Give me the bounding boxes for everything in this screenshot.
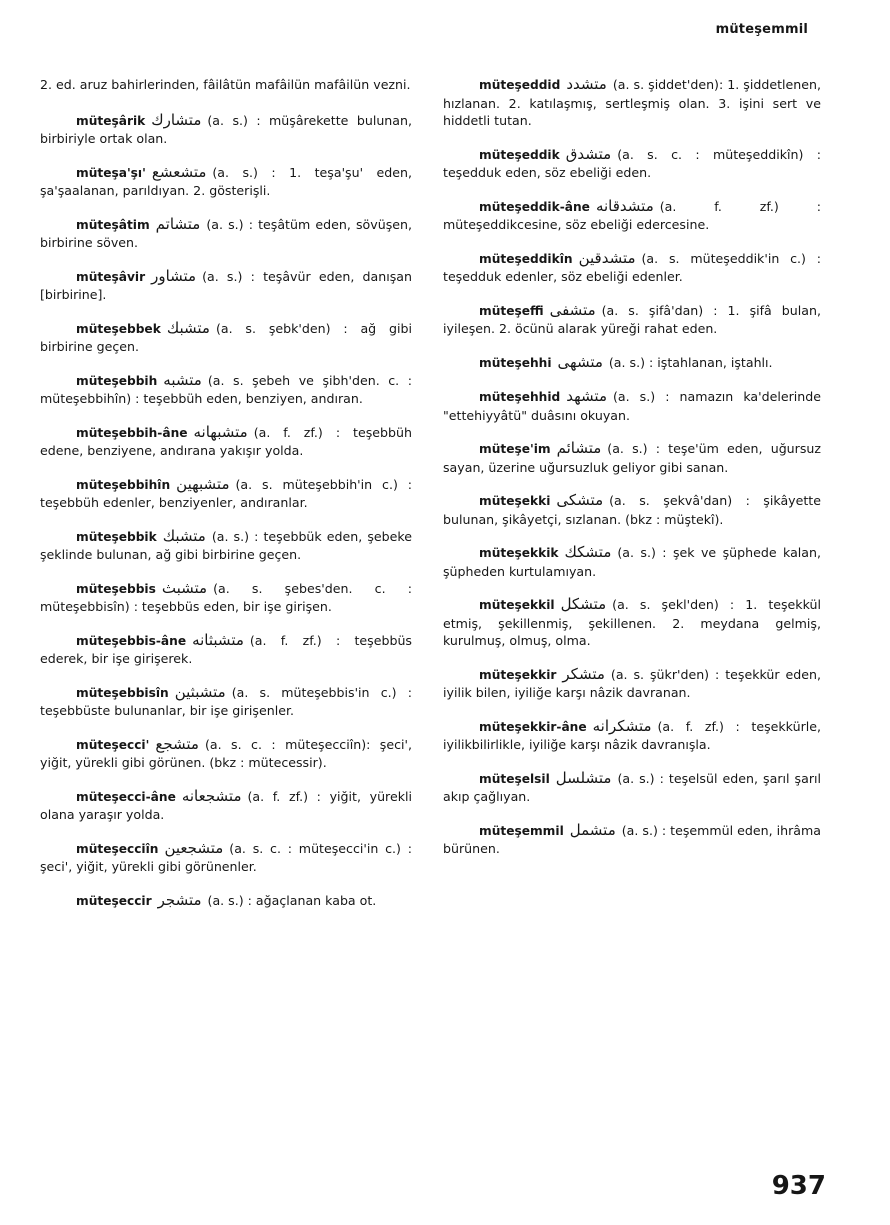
entry-text: (a. s. müteşebbis'in c.) : teşebbüste bulunanlar, bir işe girişenler. xyxy=(40,684,412,718)
headword: müteşebbis xyxy=(76,581,156,596)
arabic-script: متشدقانه xyxy=(595,196,654,215)
arabic-script: متشاتم xyxy=(155,214,201,233)
headword: müteşebbisîn xyxy=(76,685,169,700)
entry-text: (a. f. zf.) : müteşeddikcesine, söz ebeliği edercesine. xyxy=(443,198,821,232)
entry-text: (a. s.) : 1. teşa'şu' eden, şa'şaalanan, parıldıyan. 2. gösterişli. xyxy=(40,164,412,198)
dictionary-entry xyxy=(443,718,821,754)
arabic-script: متشبهين xyxy=(176,474,230,493)
entry-text: 2. ed. aruz bahirlerinden, fâilâtün mafâilün mafâilün vezni. xyxy=(40,77,411,92)
entry-text: (a. s.) : şek ve şüphede kalan, şüpheden kurtulamıyan. xyxy=(443,545,821,579)
headword: müteşecci' xyxy=(76,737,150,752)
arabic-script: متشكك xyxy=(564,543,612,561)
entry-text: (a. s. c. : müteşeddikîn) : teşedduk eden, söz ebeliği eden. xyxy=(443,146,821,180)
headword: müteşebbihîn xyxy=(76,477,171,492)
arabic-script: متشكرانه xyxy=(592,716,652,735)
dictionary-entry xyxy=(40,580,412,616)
dictionary-entry xyxy=(443,492,821,528)
headword: müteşâvir xyxy=(76,269,146,284)
arabic-script: متشبك xyxy=(166,318,210,337)
dictionary-entry xyxy=(40,788,412,824)
dictionary-entry xyxy=(443,76,821,130)
headword: müteşebbih xyxy=(76,373,158,388)
headword: müteşecciîn xyxy=(76,841,159,856)
arabic-script: متشارك xyxy=(151,110,202,129)
headword: müteşehhid xyxy=(479,390,561,404)
headword: müteşecci-âne xyxy=(76,789,176,804)
arabic-script: متشكل xyxy=(560,595,607,613)
headword: müteşekkik xyxy=(479,546,559,560)
page-number: 937 xyxy=(771,1171,826,1201)
dictionary-entry xyxy=(443,770,821,806)
dictionary-entry xyxy=(40,76,412,94)
dictionary-entry xyxy=(40,164,412,200)
arabic-script: متشبهانه xyxy=(193,422,248,441)
headword: müteşeddid xyxy=(479,78,561,92)
entry-text: (a. s.) : teşebbük eden, şebeke şeklinde bulunan, ağ gibi birbirine geçen. xyxy=(40,528,412,562)
entry-text: (a. s.) : teşâtüm eden, sövüşen, birbirine söven. xyxy=(40,216,412,250)
arabic-script: متشبك xyxy=(162,526,206,545)
dictionary-entry xyxy=(443,146,821,182)
entry-text: (a. s.) : ağaçlanan kaba ot. xyxy=(207,892,377,908)
dictionary-entry xyxy=(40,840,412,876)
dictionary-entry xyxy=(40,372,412,408)
entry-text: (a. s. şükr'den) : teşekkür eden, iyilik bilen, iyiliğe karşı nâzik davranan. xyxy=(443,666,821,700)
arabic-script: متشبثانه xyxy=(192,630,244,649)
dictionary-entry xyxy=(443,302,821,338)
arabic-script: متشائم xyxy=(556,439,602,457)
headword: müteşeccir xyxy=(76,893,152,908)
headword: müteşekkir xyxy=(479,667,557,682)
headword: müteşeddik xyxy=(479,147,560,162)
entry-text: (a. f. zf.) : yiğit, yürekli olana yaraşır yolda. xyxy=(40,788,412,822)
entry-text: (a. s.) : teşelsül eden, şarıl şarıl akıp çağlıyan. xyxy=(443,770,821,804)
dictionary-entry xyxy=(443,596,821,650)
dictionary-entry xyxy=(40,216,412,252)
dictionary-entry xyxy=(40,320,412,356)
entry-text: (a. s.) : iştahlanan, iştahlı. xyxy=(608,354,773,370)
entry-text: (a. s. c. : müteşecciîn): şeci', yiğit, yürekli gibi görünen. (bkz : mütecessir). xyxy=(40,736,412,770)
entry-text: (a. s. şebeh ve şibh'den. c. : müteşebbihîn) : teşebbüh eden, benziyen, andıran. xyxy=(40,372,412,406)
headword: müteşebbis-âne xyxy=(76,633,187,648)
headword: müteşebbek xyxy=(76,321,161,336)
dictionary-entry xyxy=(40,632,412,668)
entry-text: (a. s. müteşebbih'in c.) : teşebbüh edenler, benziyenler, andıranlar. xyxy=(40,476,412,510)
entry-text: (a. s. şifâ'dan) : 1. şifâ bulan, iyileşen. 2. öcünü alarak yüreği rahat eden. xyxy=(443,302,821,336)
dictionary-entry xyxy=(443,198,821,234)
headword: müteşehhi xyxy=(479,355,552,370)
entry-text: (a. s. şiddet'den): 1. şiddetlenen, hızlanan. 2. katılaşmış, sertleşmiş olan. 3. işini sert ve hiddetli tutan. xyxy=(443,77,821,128)
headword: müteşârik xyxy=(76,113,146,128)
right-column xyxy=(443,76,821,874)
arabic-script: متشجع xyxy=(155,734,199,753)
arabic-script: متشهى xyxy=(557,352,603,371)
dictionary-entry xyxy=(443,250,821,286)
arabic-script: متشهد xyxy=(566,387,607,405)
dictionary-entry xyxy=(40,268,412,304)
entry-text: (a. f. zf.) : teşekkürle, iyilikbilirlikle, iyiliğe karşı nâzik davranışla. xyxy=(443,718,821,752)
headword: müteşâtim xyxy=(76,217,150,232)
arabic-script: متشجعين xyxy=(164,838,224,857)
left-column xyxy=(40,76,412,926)
headword: müteşekkil xyxy=(479,598,555,612)
arabic-script: متشبثين xyxy=(174,682,226,701)
arabic-script: متشكى xyxy=(556,491,604,509)
dictionary-entry xyxy=(443,822,821,858)
entry-text: (a. s. şekl'den) : 1. teşekkül etmiş, şekillenmiş, şekillenen. 2. meydana gelmiş, kurulmuş, olmuş, olma. xyxy=(443,597,821,648)
headword: müteşemmil xyxy=(479,823,564,838)
headword: müteşa'şı' xyxy=(76,165,146,180)
entry-text: (a. f. zf.) : teşebbüs ederek, bir işe girişerek. xyxy=(40,632,412,666)
entry-text: (a. s. şebk'den) : ağ gibi birbirine geçen. xyxy=(40,320,412,354)
arabic-script: متشجعانه xyxy=(181,786,242,805)
entry-text: (a. s.) : teşe'üm eden, uğursuz sayan, üzerine uğursuzluk geliyor gibi sanan. xyxy=(443,441,821,475)
headword: müteşe'im xyxy=(479,442,551,456)
dictionary-entry xyxy=(40,476,412,512)
headword: müteşeddik-âne xyxy=(479,199,590,214)
arabic-script: متشعشع xyxy=(151,162,207,181)
running-head: müteşemmil xyxy=(715,22,808,37)
dictionary-entry xyxy=(40,736,412,772)
arabic-script: متشلسل xyxy=(555,768,612,787)
headword: müteşeffi xyxy=(479,303,544,318)
headword: müteşeddikîn xyxy=(479,251,573,266)
dictionary-entry xyxy=(40,528,412,564)
arabic-script: متشمل xyxy=(569,820,616,839)
headword: müteşebbih-âne xyxy=(76,425,188,440)
entry-text: (a. s. müteşeddik'in c.) : teşedduk edenler, söz ebeliği edenler. xyxy=(443,250,821,284)
dictionary-entry xyxy=(40,112,412,148)
entry-text: (a. f. zf.) : teşebbüh edene, benziyene, andırana yakışır yolda. xyxy=(40,424,412,458)
arabic-script: متشدق xyxy=(565,144,612,163)
arabic-script: متشبث xyxy=(161,578,208,597)
entry-text: (a. s.) : teşâvür eden, danışan [birbirine]. xyxy=(40,268,412,302)
arabic-script: متشدد xyxy=(566,75,607,93)
entry-text: (a. s. c. : müteşecci'in c.) : şeci', yiğit, yürekli gibi görünenler. xyxy=(40,840,412,874)
dictionary-entry xyxy=(40,424,412,460)
dictionary-entry xyxy=(443,440,821,476)
arabic-script: متشدقين xyxy=(578,248,636,267)
headword: müteşebbik xyxy=(76,529,157,544)
headword: müteşekki xyxy=(479,494,551,508)
dictionary-entry xyxy=(443,388,821,424)
headword: müteşelsil xyxy=(479,771,550,786)
entry-text: (a. s.) : namazın ka'delerinde "ettehiyyâtü" duâsını okuyan. xyxy=(443,389,821,423)
entry-text: (a. s. şebes'den. c. : müteşebbisîn) : teşebbüs eden, bir işe girişen. xyxy=(40,580,412,614)
arabic-script: متشكر xyxy=(562,664,605,683)
headword: müteşekkir-âne xyxy=(479,719,587,734)
entry-text: (a. s. şekvâ'dan) : şikâyette bulunan, şikâyetçi, sızlanan. (bkz : müştekî). xyxy=(443,493,821,527)
entry-text: (a. s.) : teşemmül eden, ihrâma bürünen. xyxy=(443,822,821,856)
dictionary-entry xyxy=(40,684,412,720)
arabic-script: متشاور xyxy=(151,266,197,285)
entry-text: (a. s.) : müşârekette bulunan, birbiriyle ortak olan. xyxy=(40,112,412,146)
dictionary-entry xyxy=(443,544,821,580)
dictionary-entry xyxy=(443,354,821,373)
arabic-script: متشبه xyxy=(163,370,202,389)
arabic-script: متشجر xyxy=(157,890,202,909)
dictionary-entry xyxy=(40,892,412,911)
arabic-script: متشفى xyxy=(549,300,596,319)
dictionary-entry xyxy=(443,666,821,702)
